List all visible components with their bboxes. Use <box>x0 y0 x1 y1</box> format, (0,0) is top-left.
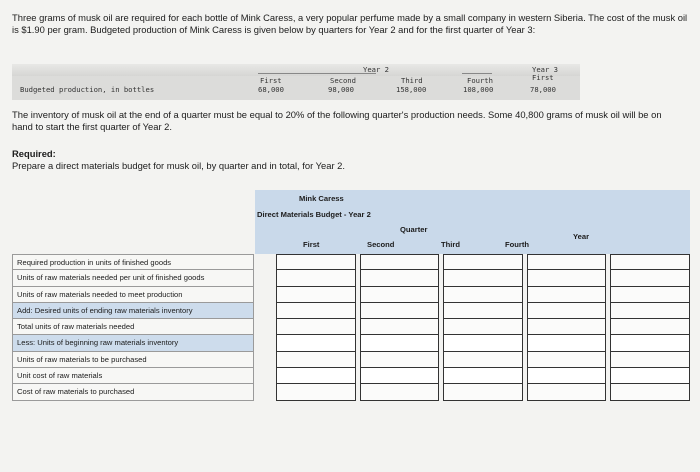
col-first: First <box>303 240 320 249</box>
input-cell[interactable] <box>276 352 356 368</box>
input-cell[interactable] <box>276 303 356 319</box>
budgeted-production-table <box>12 64 580 100</box>
row-label: Cost of raw materials to purchased <box>12 384 254 400</box>
col-year: Year <box>573 232 590 241</box>
year3-header: Year 3 <box>532 65 558 74</box>
input-cell[interactable] <box>610 287 690 303</box>
row-label: Units of raw materials needed per unit of finished goods <box>12 270 254 286</box>
budget-row-labels <box>12 254 254 401</box>
row-label: Required production in units of finished goods <box>12 254 254 270</box>
input-cell[interactable] <box>360 319 440 335</box>
q-first: First <box>260 76 282 85</box>
year2-rule <box>258 73 376 74</box>
input-cell[interactable] <box>360 270 440 286</box>
row-label: Less: Units of beginning raw materials inventory <box>12 335 254 351</box>
input-cell[interactable] <box>527 352 607 368</box>
input-cell[interactable] <box>360 254 440 270</box>
input-cell[interactable] <box>527 319 607 335</box>
input-cell[interactable] <box>360 368 440 384</box>
input-cell[interactable] <box>527 270 607 286</box>
year2-rule-right <box>462 73 492 74</box>
year2-header: Year 2 <box>363 65 389 74</box>
header-band <box>12 64 580 76</box>
company-name: Mink Caress <box>299 194 344 203</box>
input-cell[interactable] <box>443 319 523 335</box>
column-fourth <box>527 254 607 401</box>
input-cell[interactable] <box>527 384 607 400</box>
input-cell[interactable] <box>443 352 523 368</box>
input-cell[interactable] <box>443 270 523 286</box>
row-label: Add: Desired units of ending raw materials inventory <box>12 303 254 319</box>
input-cell[interactable] <box>276 384 356 400</box>
q-third: Third <box>401 76 423 85</box>
input-cell[interactable] <box>610 254 690 270</box>
row-label: Total units of raw materials needed <box>12 319 254 335</box>
input-cell[interactable] <box>276 287 356 303</box>
input-cell[interactable] <box>276 335 356 351</box>
input-cell[interactable] <box>443 368 523 384</box>
input-cell[interactable] <box>610 303 690 319</box>
input-cell[interactable] <box>610 270 690 286</box>
required-text: Prepare a direct materials budget for musk oil, by quarter and in total, for Year 2. <box>12 160 345 171</box>
input-cell[interactable] <box>527 335 607 351</box>
input-cell[interactable] <box>610 368 690 384</box>
input-cell[interactable] <box>443 335 523 351</box>
col-third: Third <box>441 240 460 249</box>
quarter-label: Quarter <box>400 225 428 234</box>
inventory-paragraph: The inventory of musk oil at the end of a quarter must be equal to 20% of the following quarter's production needs. Some 40,800 grams of musk oil will be on hand to start the first quarter of Year 2. <box>12 109 662 132</box>
input-cell[interactable] <box>527 368 607 384</box>
input-cell[interactable] <box>610 384 690 400</box>
row-label: Unit cost of raw materials <box>12 368 254 384</box>
q-year3-first: First <box>532 73 554 82</box>
budget-title: Direct Materials Budget - Year 2 <box>257 210 371 219</box>
row-label: Units of raw materials to be purchased <box>12 352 254 368</box>
value-third: 158,000 <box>396 85 427 94</box>
input-cell[interactable] <box>276 368 356 384</box>
input-cell[interactable] <box>360 335 440 351</box>
input-cell[interactable] <box>360 303 440 319</box>
input-cell[interactable] <box>610 335 690 351</box>
column-first <box>276 254 356 401</box>
input-cell[interactable] <box>443 254 523 270</box>
q-second: Second <box>330 76 356 85</box>
input-cell[interactable] <box>610 319 690 335</box>
value-year3-first: 78,000 <box>530 85 556 94</box>
input-cell[interactable] <box>276 270 356 286</box>
input-cell[interactable] <box>527 303 607 319</box>
q-fourth: Fourth <box>467 76 493 85</box>
input-cell[interactable] <box>360 352 440 368</box>
column-year <box>610 254 690 401</box>
input-cell[interactable] <box>610 352 690 368</box>
input-cell[interactable] <box>276 319 356 335</box>
input-cell[interactable] <box>360 287 440 303</box>
col-second: Second <box>367 240 395 249</box>
value-fourth: 108,000 <box>463 85 494 94</box>
column-third <box>443 254 523 401</box>
input-cell[interactable] <box>360 384 440 400</box>
input-cell[interactable] <box>443 287 523 303</box>
budget-header <box>255 190 690 254</box>
value-first: 68,000 <box>258 85 284 94</box>
row-label: Units of raw materials needed to meet production <box>12 287 254 303</box>
input-cell[interactable] <box>276 254 356 270</box>
input-cell[interactable] <box>443 303 523 319</box>
col-fourth: Fourth <box>505 240 530 249</box>
budget-input-grid <box>276 254 690 401</box>
column-second <box>360 254 440 401</box>
production-row-label: Budgeted production, in bottles <box>20 85 155 94</box>
input-cell[interactable] <box>527 287 607 303</box>
problem-intro: Three grams of musk oil are required for each bottle of Mink Caress, a very popular perfume made by a small company in western Siberia. The cost of the musk oil is $1.90 per gram. Budgeted production of Mink Caress is given below by quarters for Year 2 and for the first quarter of Year 3: <box>12 12 688 35</box>
input-cell[interactable] <box>527 254 607 270</box>
value-second: 98,000 <box>328 85 354 94</box>
input-cell[interactable] <box>443 384 523 400</box>
required-heading: Required: <box>12 148 56 159</box>
